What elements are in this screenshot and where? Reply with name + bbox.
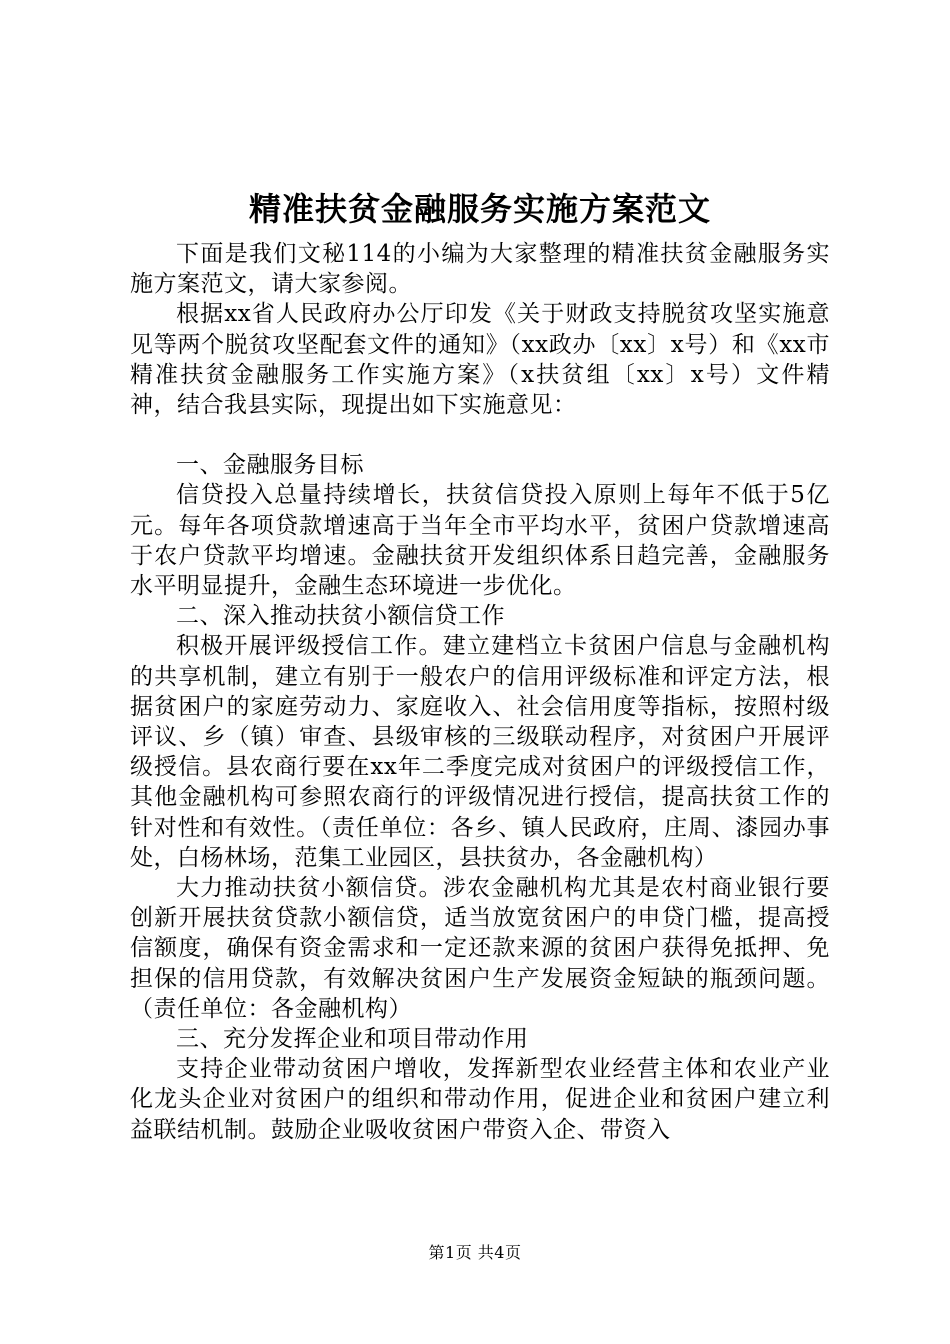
document-page — [130, 185, 830, 1145]
section-2-paragraph-1: 积极开展评级授信工作。建立建档立卡贫困户信息与金融机构的共享机制，建立有别于一般农户的信用评级标准和评定方法，根据贫困户的家庭劳动力、家庭收入、社会信用度等指标，按照村级评议、乡（镇）审查、县级审核的三级联动程序，对贫困户开展评级授信。县农商行要在xx年二季度完成对贫困户的评级授信工作，其他金融机构可参照农商行的评级情况进行授信，提高扶贫工作的针对性和有效性。（责任单位：各乡、镇人民政府，庄周、漆园办事处，白杨林场，范集工业园区，县扶贫办，各金融机构） — [130, 633, 830, 871]
basis-paragraph: 根据xx省人民政府办公厅印发《关于财政支持脱贫攻坚实施意见等两个脱贫攻坚配套文件的通知》（xx政办〔xx〕x号）和《xx市精准扶贫金融服务工作实施方案》（x扶贫组〔xx〕x号）文件精神，结合我县实际，现提出如下实施意见： — [130, 301, 830, 419]
document-title: 精准扶贫金融服务实施方案范文 — [248, 190, 711, 228]
blank-line — [130, 420, 830, 450]
page-footer: 第1页 共4页 — [428, 1243, 522, 1262]
section-1-heading: 一、金融服务目标 — [176, 452, 364, 479]
section-2-heading: 二、深入推动扶贫小额信贷工作 — [176, 603, 505, 630]
section-1-paragraph-1: 信贷投入总量持续增长，扶贫信贷投入原则上每年不低于5亿元。每年各项贷款增速高于当年全市平均水平，贫困户贷款增速高于农户贷款平均增速。金融扶贫开发组织体系日趋完善，金融服务水平明显提升，金融生态环境进一步优化。 — [130, 482, 830, 600]
section-3-paragraph-1: 支持企业带动贫困户增收，发挥新型农业经营主体和农业产业化龙头企业对贫困户的组织和带动作用，促进企业和贫困户建立利益联结机制。鼓励企业吸收贫困户带资入企、带资入 — [130, 1056, 830, 1143]
section-2-paragraph-2: 大力推动扶贫小额信贷。涉农金融机构尤其是农村商业银行要创新开展扶贫贷款小额信贷，适当放宽贫困户的申贷门槛，提高授信额度，确保有资金需求和一定还款来源的贫困户获得免抵押、免担保的信用贷款，有效解决贫困户生产发展资金短缺的瓶颈问题。（责任单位：各金融机构） — [130, 875, 830, 1022]
intro-paragraph: 下面是我们文秘114的小编为大家整理的精准扶贫金融服务实施方案范文，请大家参阅。 — [130, 241, 830, 298]
section-3-heading: 三、充分发挥企业和项目带动作用 — [176, 1026, 529, 1053]
